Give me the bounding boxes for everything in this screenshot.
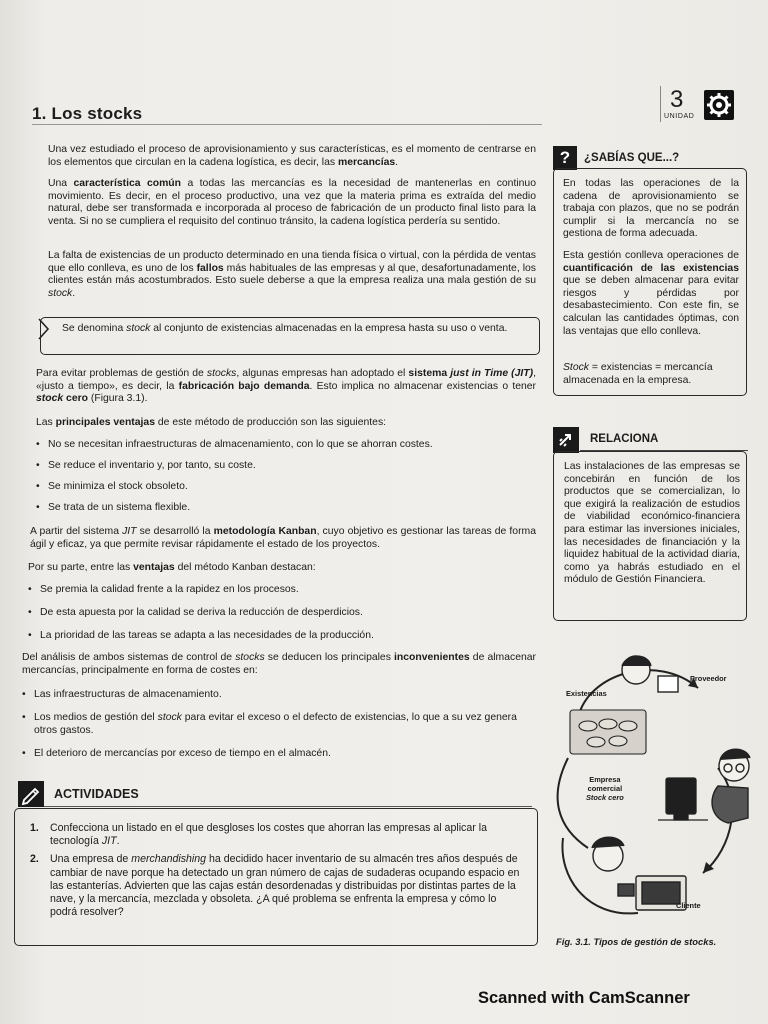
list-item: • Se minimiza el stock obsoleto. bbox=[34, 480, 534, 493]
relaciona-title: RELACIONA bbox=[590, 433, 659, 445]
list-item: • Las infraestructuras de almacenamiento. bbox=[20, 688, 540, 701]
ventajas-list bbox=[34, 438, 534, 514]
actividades-rule bbox=[44, 806, 532, 807]
chapter-title bbox=[32, 104, 142, 124]
list-item: • El deterioro de mercancías por exceso de tiempo en el almacén. bbox=[20, 747, 540, 760]
relaciona-text: Las instalaciones de las empresas se concebirán en función de los productos que se comercializan, lo que exigirá la realización de estudios de viabilidad económico-financiera para estimar las inversiones iniciales, las necesidades de financiación y la liquidez habitual de la actividad diaria, como ya habrás estudiado en el módulo de Gestión Financiera. bbox=[564, 461, 740, 586]
list-item: • Se trata de un sistema flexible. bbox=[34, 501, 534, 514]
list-item: • De esta apuesta por la calidad se deriva la reducción de desperdicios. bbox=[26, 606, 536, 619]
title-underline bbox=[32, 124, 542, 125]
intro-paragraph-2: Una característica común a todas las mercancías es la necesidad de mantenerlas en continuo movimiento. Es decir, en el proceso productivo, una vez que la materia prima es extraída del medio natural, debe ser transformada e incorporada al proceso de fabricación de un producto final listo para la venta. Si no se cumpliera el requisito del continuo tránsito, la cadena logística perdería su sentido. bbox=[48, 178, 536, 227]
label-empresa-comercial: Empresa comercial Stock cero bbox=[586, 775, 624, 802]
pencil-icon bbox=[18, 781, 44, 807]
unit-label: UNIDAD bbox=[664, 113, 695, 120]
label-cliente: Cliente bbox=[676, 901, 701, 910]
list-item: • Se premia la calidad frente a la rapidez en los procesos. bbox=[26, 583, 536, 596]
actividades-list bbox=[30, 822, 526, 924]
list-item: • No se necesitan infraestructuras de almacenamiento, con lo que se ahorran costes. bbox=[34, 438, 534, 451]
figure-caption: Fig. 3.1. Tipos de gestión de stocks. bbox=[556, 936, 717, 947]
list-item: • Se reduce el inventario y, por tanto, su coste. bbox=[34, 459, 534, 472]
inconvenientes-list bbox=[20, 688, 540, 760]
actividad-item: 1. Confecciona un listado en el que desgloses los costes que ahorran las empresas al aplicar la tecnología JIT. bbox=[30, 822, 487, 848]
list-item: • Los medios de gestión del stock para evitar el exceso o el defecto de existencias, lo que a su vez genera otros gastos. bbox=[20, 711, 540, 737]
scanner-watermark: Scanned with CamScanner bbox=[478, 989, 690, 1007]
gear-icon bbox=[704, 90, 734, 120]
intro-paragraph-3: La falta de existencias de un producto determinado en una tienda física o virtual, con la pérdida de ventas que ello conlleva, es uno de los fallos más habituales de las empresas y al que, desafortunadamente, los clientes están más acostumbrados. Esto suele deberse a que la empresa realiza una mala gestión de su stock. bbox=[48, 250, 536, 299]
kanban-intro: Por su parte, entre las ventajas del método Kanban destacan: bbox=[28, 562, 316, 573]
definition-chevron-icon bbox=[38, 318, 50, 340]
label-existencias: Existencias bbox=[566, 689, 607, 698]
inconvenientes-intro: Del análisis de ambos sistemas de control de stocks se deducen los principales inconvenientes de almacenar mercancías, principalmente en forma de costes en: bbox=[22, 652, 536, 676]
chapter-number: 1. bbox=[32, 104, 47, 123]
actividad-item: 2. Una empresa de merchandishing ha decidido hacer inventario de su almacén tres años después de cambiar de nave porque ha detectado un gran número de cajas de sudaderas ocupando espacio en las estanterías. Advierten que las cajas están desordenadas y distribuidas por distintas partes de la nave, y la mercancía, mezclada y obsoleta. ¿A qué problema se enfrenta la empresa y cómo lo podrá resolver? bbox=[30, 853, 520, 919]
unit-divider bbox=[660, 86, 661, 122]
kanban-paragraph: A partir del sistema JIT se desarrolló la metodología Kanban, cuyo objetivo es gestionar las tareas de forma ágil y eficaz, ya que permite revisar rápidamente el estado de los proyectos. bbox=[30, 526, 536, 550]
intro-paragraph-1: Una vez estudiado el proceso de aprovisionamiento y sus características, es el momento de centrarse en los elementos que circulan en la cadena logística, es decir, las mercancías. bbox=[48, 144, 536, 168]
list-item: • La prioridad de las tareas se adapta a las necesidades de la producción. bbox=[26, 629, 536, 642]
ventajas-intro: Las principales ventajas de este método de producción son las siguientes: bbox=[36, 417, 387, 428]
sabias-paragraph-2: Esta gestión conlleva operaciones de cuantificación de las existencias que se deben almacenar para evitar riesgos y pérdidas por desabastecimiento. Con este fin, se calculan las cantidades óptimas, con las ventajas que ello conlleva. bbox=[563, 250, 739, 337]
question-icon: ? bbox=[553, 146, 577, 170]
link-icon bbox=[553, 427, 579, 453]
kanban-ventajas-list bbox=[26, 583, 536, 642]
unit-number: 3 bbox=[670, 86, 684, 113]
sabias-paragraph-1: En todas las operaciones de la cadena de aprovisionamiento se trabaja con plazos, que no se podrán cumplir si la mercancía no se gestiona de forma adecuada. bbox=[563, 178, 739, 240]
actividades-title: ACTIVIDADES bbox=[54, 787, 139, 801]
label-proveedor: Proveedor bbox=[690, 674, 727, 683]
definition-text: Se denomina stock al conjunto de existencias almacenadas en la empresa hasta su uso o venta. bbox=[62, 323, 508, 334]
jit-paragraph: Para evitar problemas de gestión de stocks, algunas empresas han adoptado el sistema just in Time (JIT), «justo a tiempo», es decir, la fabricación bajo demanda. Esto implica no almacenar existencias o tener stock cero (Figura 3.1). bbox=[36, 368, 537, 405]
sabias-title: ¿SABÍAS QUE...? bbox=[584, 152, 680, 164]
sabias-paragraph-3: Stock = existencias = mercancía almacenada en la empresa. bbox=[563, 362, 713, 386]
chapter-title-text: Los stocks bbox=[51, 104, 143, 123]
